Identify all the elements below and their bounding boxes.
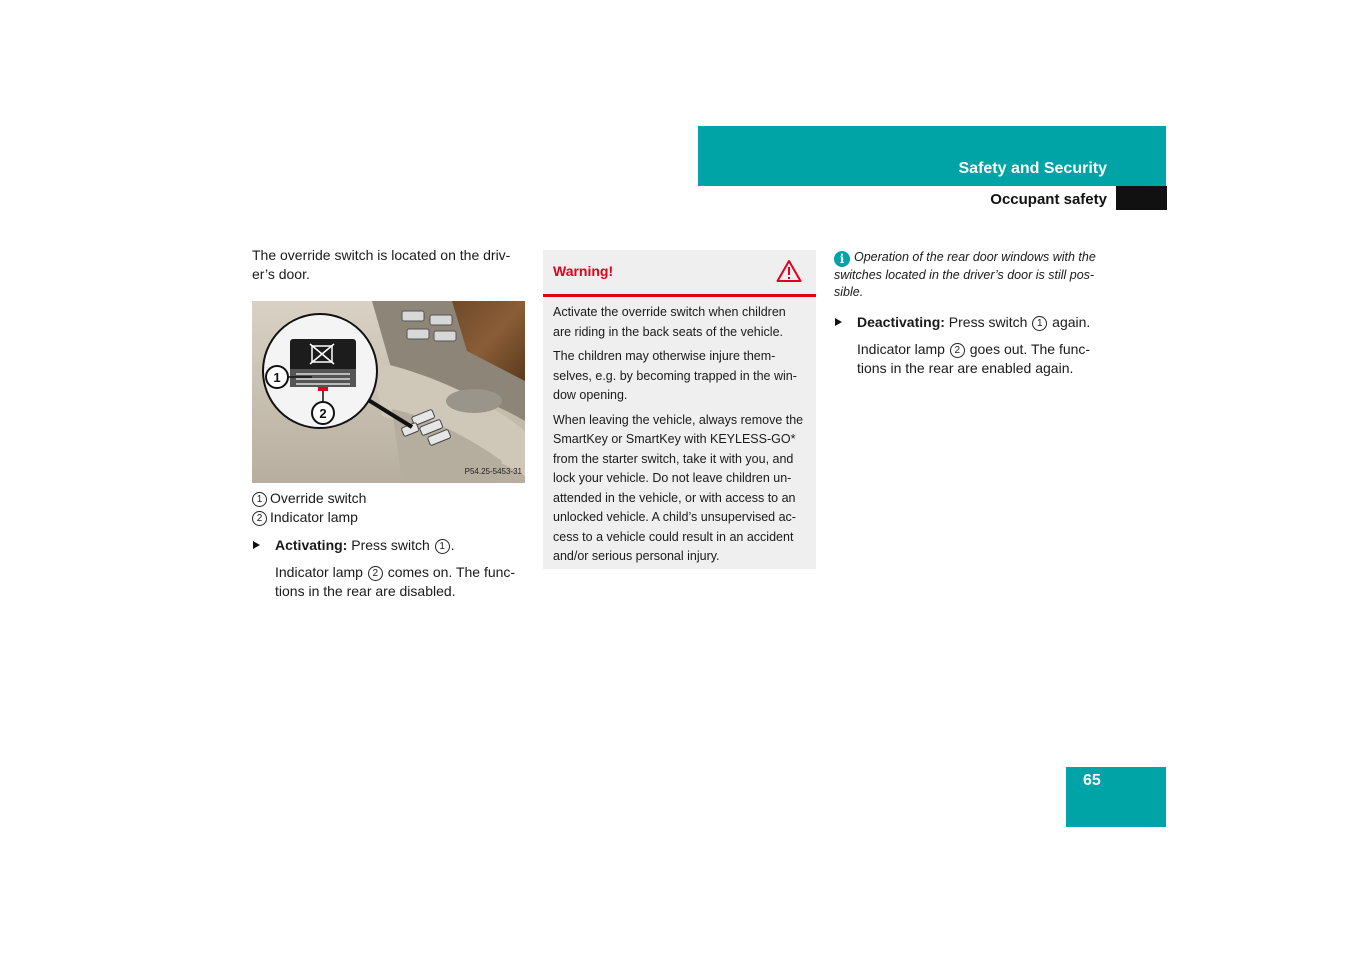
warning-header	[543, 250, 816, 297]
legend-number: 2	[252, 511, 267, 526]
step-label: Activating:	[275, 537, 348, 553]
result-text: Indicator lamp	[857, 341, 949, 357]
callout-2: 2	[319, 406, 327, 421]
page-number-box	[1066, 767, 1166, 827]
door-panel-illustration	[252, 301, 525, 483]
result-text: Indicator lamp	[275, 564, 367, 580]
door-switch-figure	[252, 301, 525, 483]
figure-code: P54.25-5453-31	[464, 467, 522, 476]
lamp-number: 2	[950, 343, 965, 358]
result-text-end: comes on. The func-tions in the rear are disabled.	[275, 564, 516, 599]
step-text: Press switch	[944, 314, 1032, 330]
info-icon: i	[834, 251, 850, 267]
section-tab-marker	[1116, 186, 1167, 210]
activating-result	[252, 563, 526, 601]
lamp-number: 2	[368, 566, 383, 581]
warning-body	[543, 297, 816, 567]
warning-triangle-icon	[776, 259, 802, 283]
step-text-end: .	[450, 537, 455, 553]
deactivating-step	[834, 313, 1112, 332]
activating-step	[252, 536, 526, 555]
legend-label: Override switch	[270, 490, 367, 506]
warning-title: Warning!	[553, 263, 614, 279]
step-text: Press switch	[347, 537, 434, 553]
result-text-end: goes out. The func-tions in the rear are enabled again.	[857, 341, 1091, 376]
legend-item	[252, 489, 526, 508]
step-label: Deactivating:	[857, 314, 945, 330]
right-column	[834, 249, 1112, 378]
left-column	[252, 246, 526, 601]
page-number: 65	[1083, 772, 1101, 789]
deactivating-result	[834, 340, 1112, 378]
info-text: Operation of the rear door windows with the switches located in the driver’s door is still pos-sible.	[834, 250, 1096, 299]
bullet-arrow-icon	[835, 318, 842, 326]
callout-1: 1	[273, 370, 281, 385]
warning-paragraph: When leaving the vehicle, always remove the SmartKey or SmartKey with KEYLESS-GO* from the starter switch, take it with you, and lock your vehicle. Do not leave children un-attended in the vehicle, or with access to an unlocked vehicle. A child’s unsupervised ac-cess to a vehicle could result in an accident and/or serious personal injury.	[553, 412, 804, 563]
info-note	[834, 249, 1112, 301]
legend-label: Indicator lamp	[270, 509, 358, 525]
step-text-end: again.	[1048, 314, 1091, 330]
warning-paragraph: The children may otherwise injure them-selves, e.g. by becoming trapped in the win-dow opening.	[553, 349, 797, 402]
legend-number: 1	[252, 492, 267, 507]
legend-item	[252, 508, 526, 527]
warning-paragraph: Activate the override switch when children are riding in the back seats of the vehicle.	[553, 305, 786, 339]
figure-legend	[252, 489, 526, 527]
bullet-arrow-icon	[253, 541, 260, 549]
switch-number: 1	[1032, 316, 1047, 331]
warning-box	[543, 250, 816, 569]
intro-text: The override switch is located on the driv-er’s door.	[252, 247, 511, 282]
section-title: Safety and Security	[958, 160, 1107, 177]
switch-number: 1	[435, 539, 450, 554]
subsection-title: Occupant safety	[990, 191, 1107, 208]
